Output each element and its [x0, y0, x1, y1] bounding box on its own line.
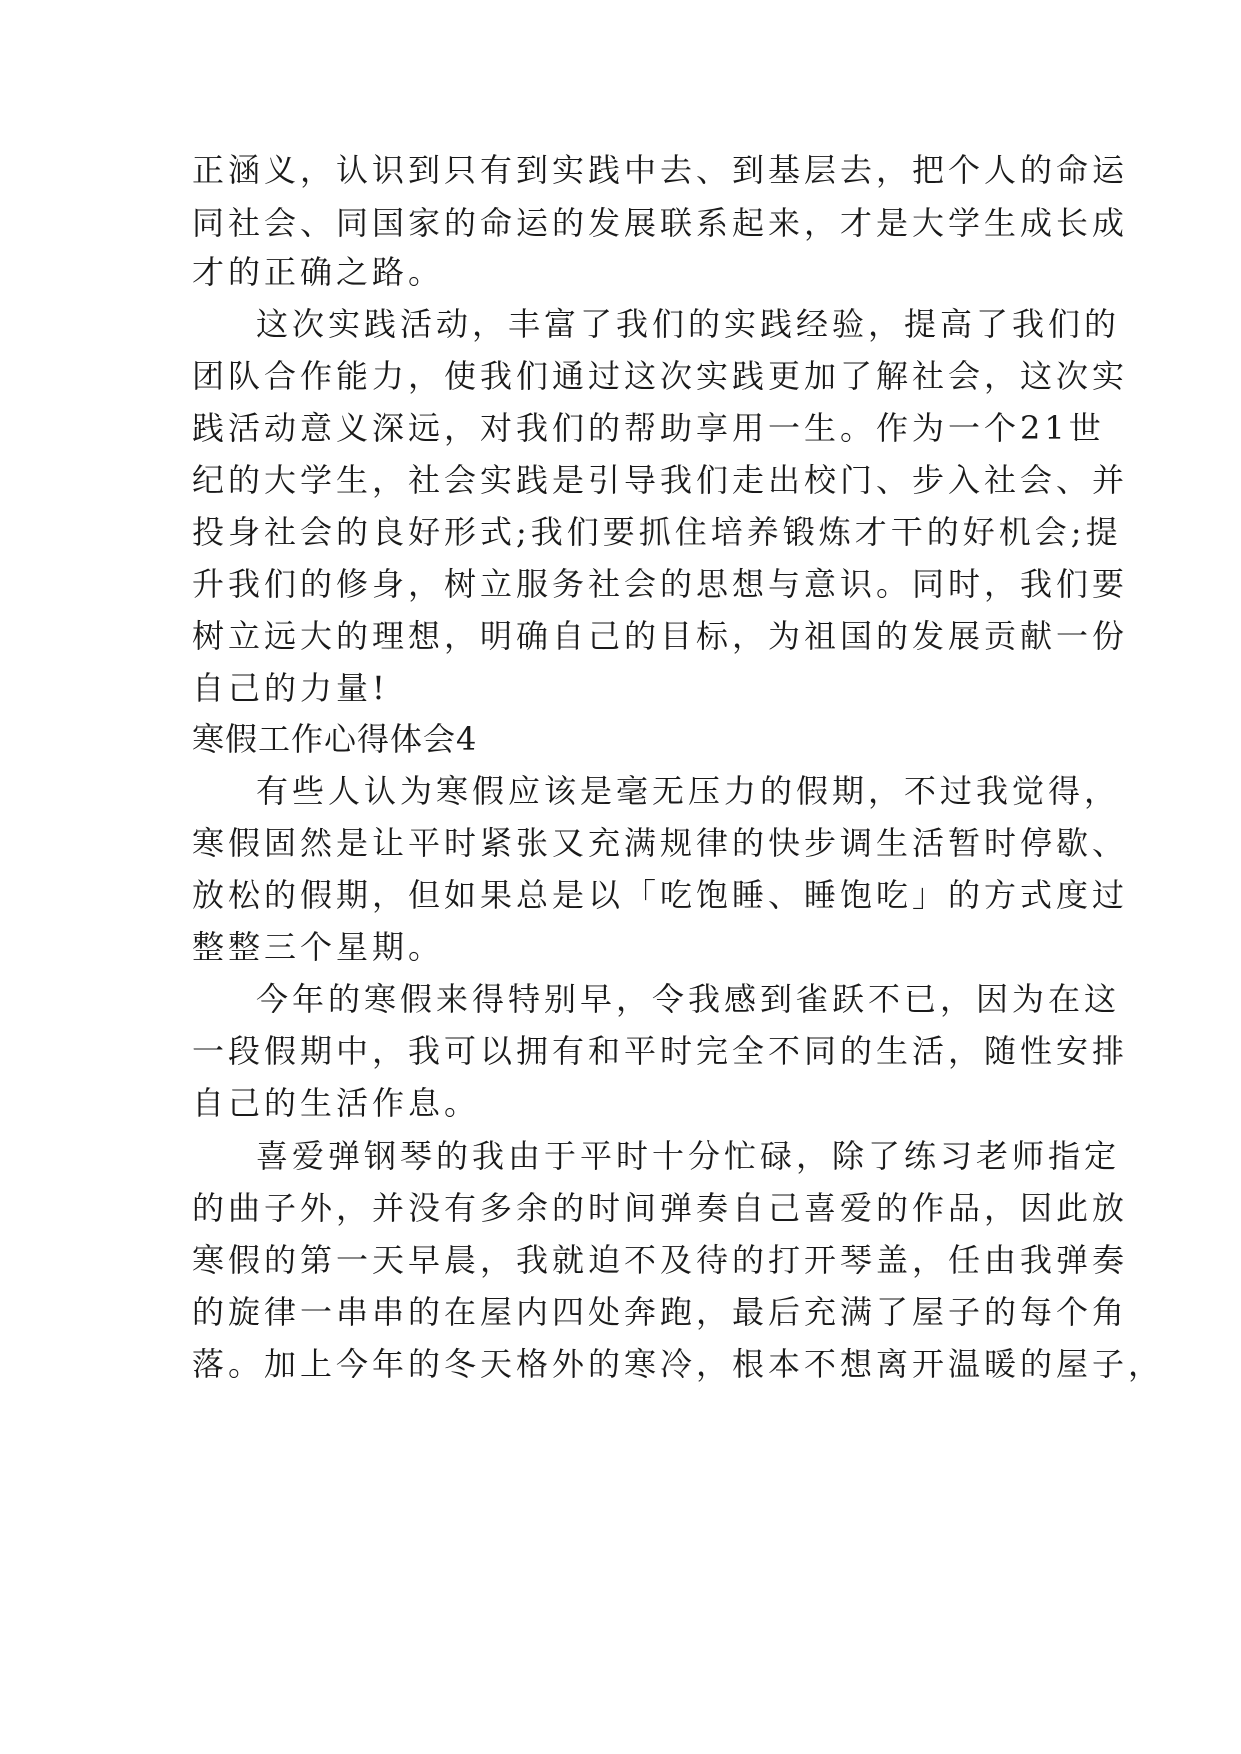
- text-line: 自己的力量!: [192, 669, 389, 707]
- text-line: 的曲子外，并没有多余的时间弹奏自己喜爱的作品，因此放: [192, 1189, 1129, 1227]
- text-line: 喜爱弹钢琴的我由于平时十分忙碌，除了练习老师指定: [256, 1137, 1121, 1175]
- text-line: 寒假固然是让平时紧张又充满规律的快步调生活暂时停歇、: [192, 824, 1129, 862]
- text-line: 落。加上今年的冬天格外的寒冷，根本不想离开温暖的屋子，: [192, 1345, 1165, 1383]
- text-line: 有些人认为寒假应该是毫无压力的假期，不过我觉得，: [256, 772, 1121, 810]
- text-line: 这次实践活动，丰富了我们的实践经验，提高了我们的: [256, 305, 1121, 343]
- text-line: 投身社会的良好形式;我们要抓住培养锻炼才干的好机会;提: [192, 513, 1122, 551]
- text-line: 寒假的第一天早晨，我就迫不及待的打开琴盖，任由我弹奏: [192, 1241, 1129, 1279]
- text-line: 正涵义，认识到只有到实践中去、到基层去，把个人的命运: [192, 151, 1129, 189]
- section-heading: 寒假工作心得体会4: [192, 720, 478, 758]
- text-line: 树立远大的理想，明确自己的目标，为祖国的发展贡献一份: [192, 617, 1129, 655]
- text-line: 升我们的修身，树立服务社会的思想与意识。同时，我们要: [192, 565, 1129, 603]
- text-line: 一段假期中，我可以拥有和平时完全不同的生活，随性安排: [192, 1032, 1129, 1070]
- text-line: 自己的生活作息。: [192, 1084, 481, 1122]
- text-line: 践活动意义深远，对我们的帮助享用一生。作为一个21世: [192, 409, 1105, 447]
- text-line: 放松的假期，但如果总是以「吃饱睡、睡饱吃」的方式度过: [192, 876, 1129, 914]
- text-line: 的旋律一串串的在屋内四处奔跑，最后充满了屋子的每个角: [192, 1293, 1129, 1331]
- text-line: 纪的大学生，社会实践是引导我们走出校门、步入社会、并: [192, 461, 1129, 499]
- text-line: 团队合作能力，使我们通过这次实践更加了解社会，这次实: [192, 357, 1129, 395]
- text-line: 整整三个星期。: [192, 928, 445, 966]
- text-line: 同社会、同国家的命运的发展联系起来，才是大学生成长成: [192, 204, 1129, 242]
- text-line: 才的正确之路。: [192, 253, 445, 291]
- text-line: 今年的寒假来得特别早，令我感到雀跃不已，因为在这: [256, 980, 1121, 1018]
